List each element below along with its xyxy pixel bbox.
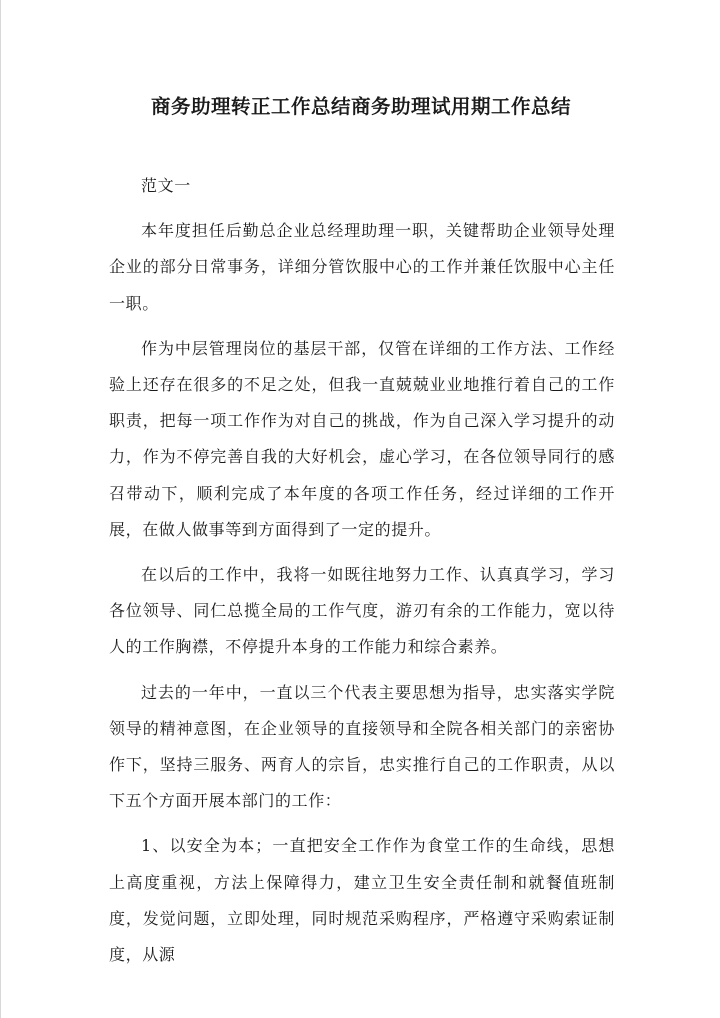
paragraph: 在以后的工作中，我将一如既往地努力工作、认真真学习，学习各位领导、同仁总揽全局的工作气度，游刃有余的工作能力，宽以待人的工作胸襟，不停提升本身的工作能力和综合素养。 <box>109 565 615 657</box>
document-body <box>109 168 615 982</box>
paragraph: 本年度担任后勤总企业总经理助理一职，关键帮助企业领导处理企业的部分日常事务，详细分管饮服中心的工作并兼任饮服中心主任一职。 <box>109 221 615 313</box>
paragraph: 过去的一年中，一直以三个代表主要思想为指导，忠实落实学院领导的精神意图，在企业领导的直接领导和全院各相关部门的亲密协作下，坚持三服务、两育人的宗旨，忠实推行自己的工作职责，从以下五个方面开展本部门的工作： <box>109 682 615 811</box>
paragraph-heading: 范文一 <box>141 176 191 195</box>
paragraph: 1、以安全为本；一直把安全工作作为食堂工作的生命线，思想上高度重视，方法上保障得力，建立卫生安全责任制和就餐值班制度，发觉问题，立即处理，同时规范采购程序，严格遵守采购索证制度，从源 <box>109 836 615 965</box>
paragraph: 作为中层管理岗位的基层干部，仅管在详细的工作方法、工作经验上还存在很多的不足之处，但我一直兢兢业业地推行着自己的工作职责，把每一项工作作为对自己的挑战，作为自己深入学习提升的动力，作为不停完善自我的大好机会，虚心学习，在各位领导同行的感召带动下，顺利完成了本年度的各项工作任务，经过详细的工作开展，在做人做事等到方面得到了一定的提升。 <box>109 338 615 539</box>
document-title: 商务助理转正工作总结商务助理试用期工作总结 <box>150 95 571 118</box>
